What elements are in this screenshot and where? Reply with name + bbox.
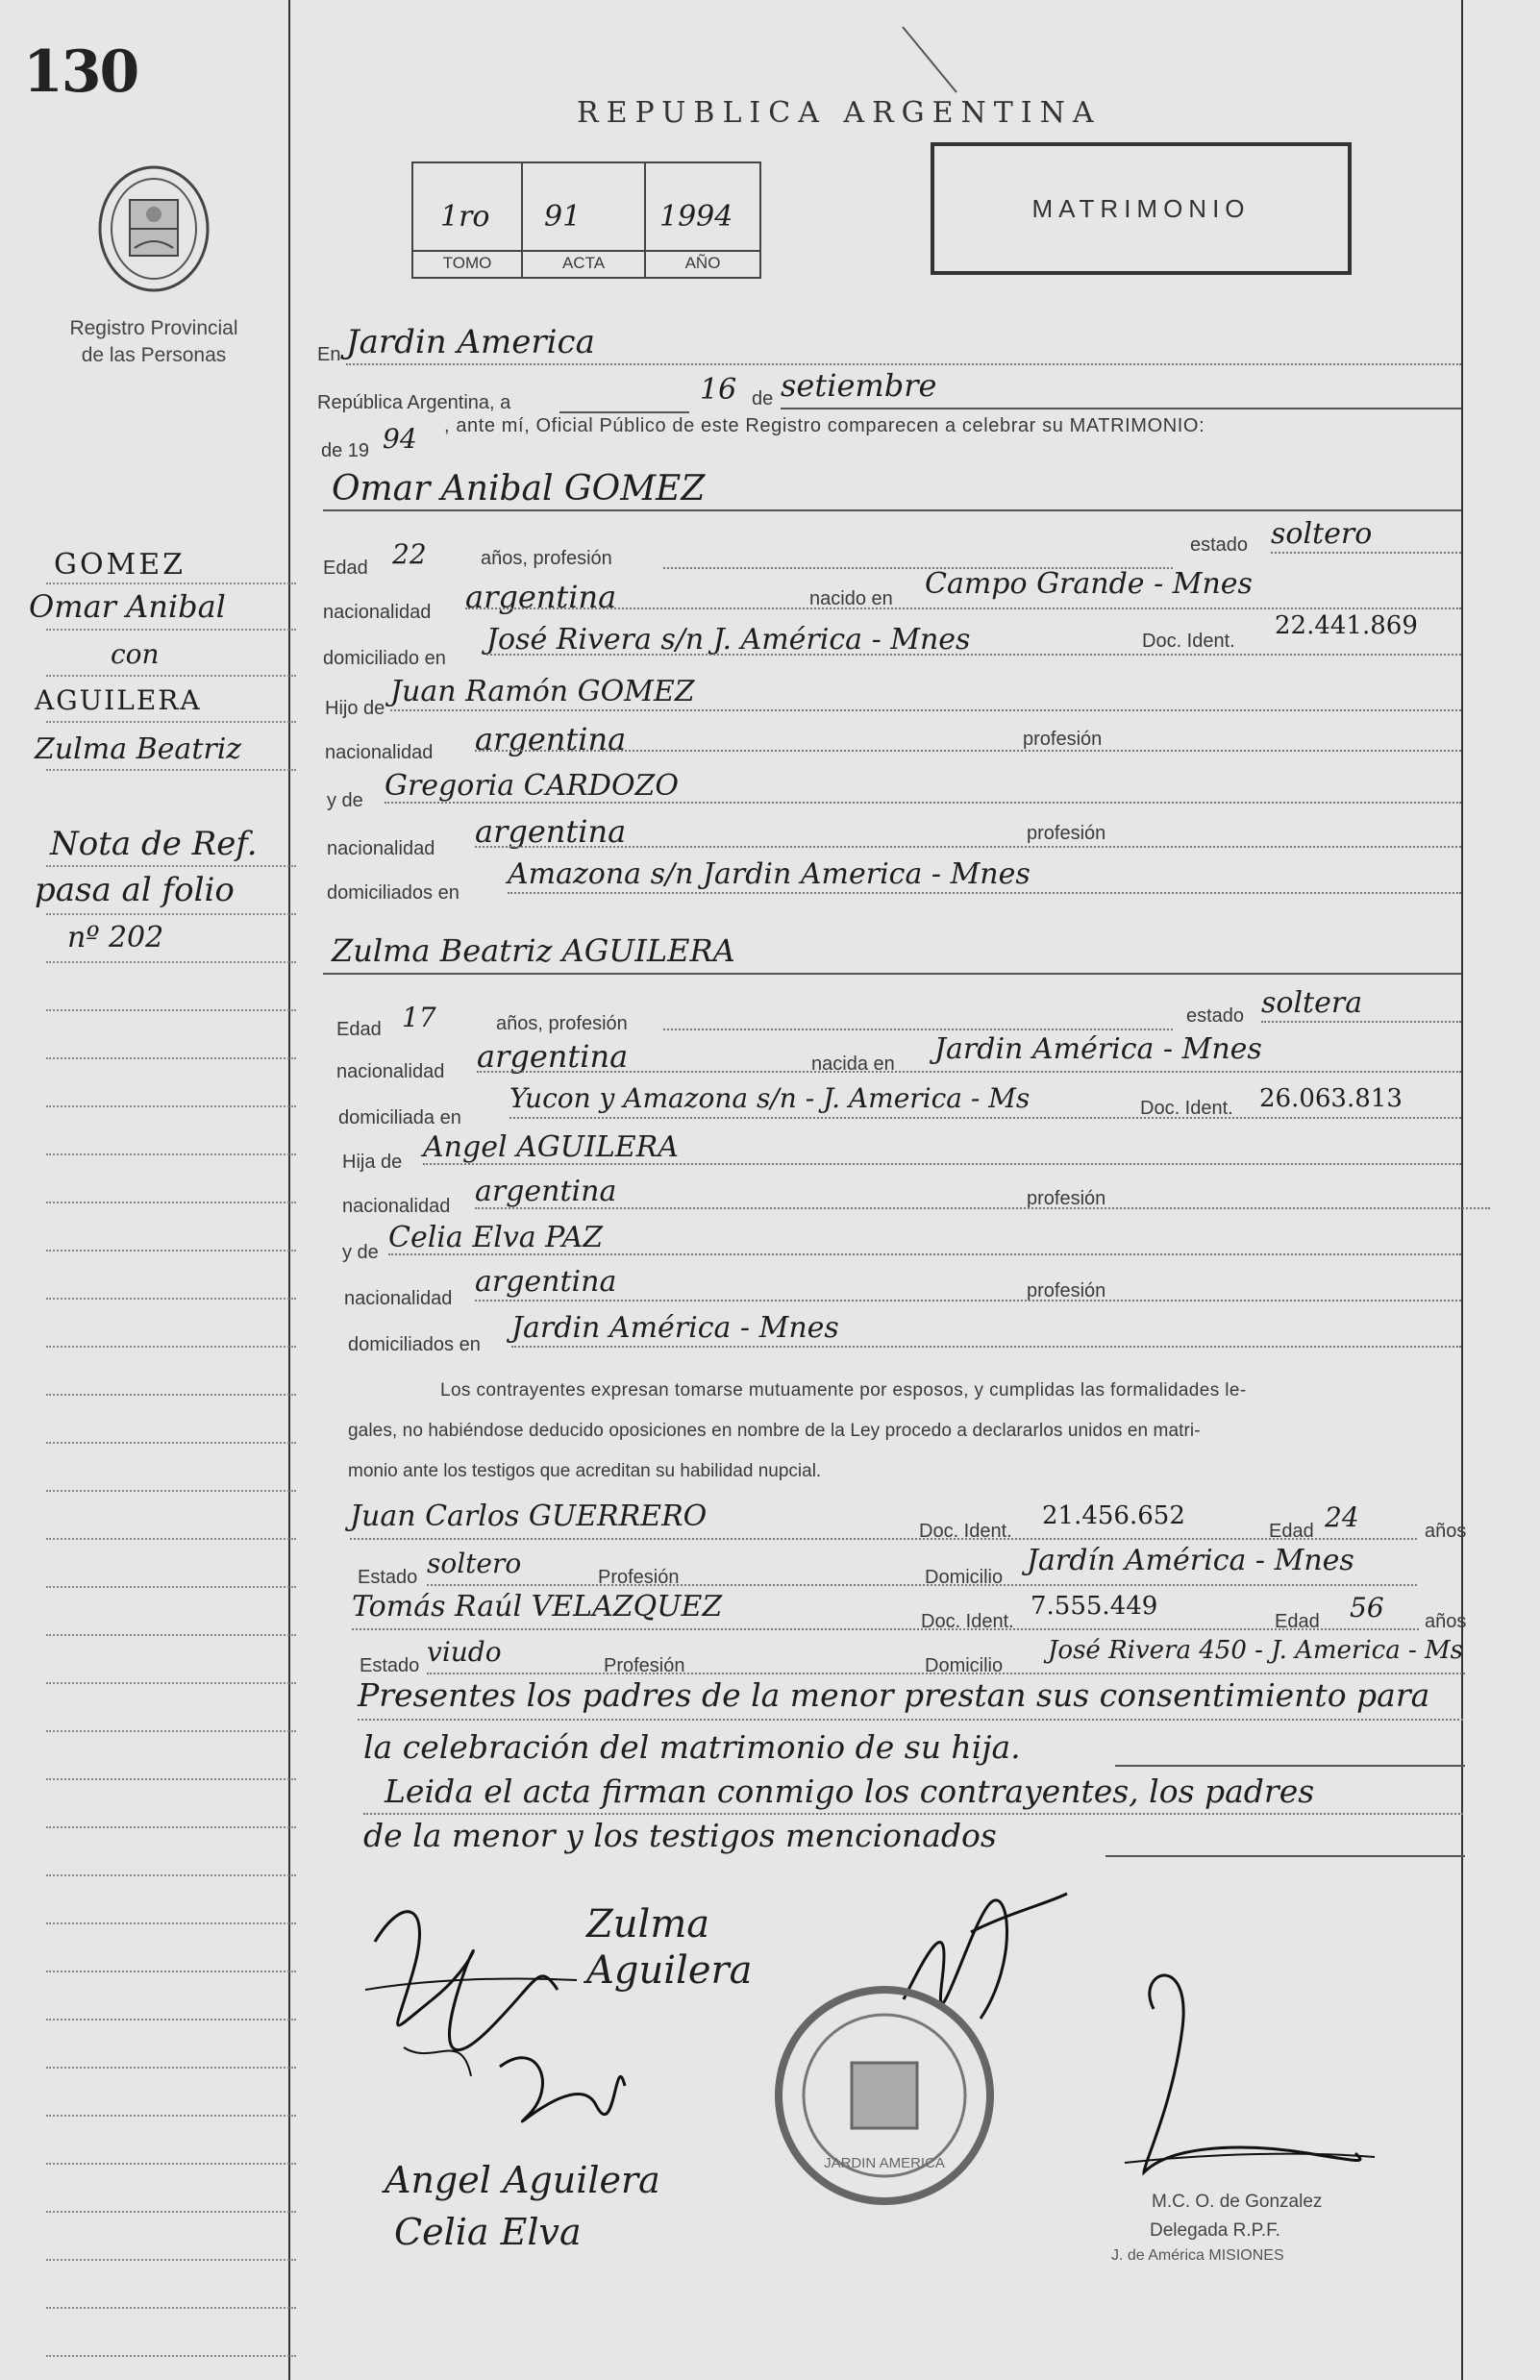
groom-domicilio: José Rivera s/n J. América - Mnes — [486, 623, 971, 657]
de-label: de — [752, 388, 774, 409]
official-signature — [1115, 1951, 1384, 2196]
margin-rule — [46, 1922, 296, 1924]
ref-note-line-3: nº 202 — [67, 921, 164, 954]
margin-rule — [46, 1346, 296, 1348]
official-line-1: M.C. O. de Gonzalez — [1152, 2192, 1323, 2212]
month: setiembre — [781, 367, 937, 404]
bride-domicilio: Yucon y Amazona s/n - J. America - Ms — [509, 1082, 1031, 1114]
year-label: de 19 — [321, 440, 370, 461]
groom-father-nac-line — [475, 750, 1461, 752]
witness-1-doc-label: Doc. Ident. — [919, 1521, 1012, 1542]
bride-hija-label: Hija de — [342, 1152, 403, 1173]
bride-father: Angel AGUILERA — [423, 1130, 679, 1164]
groom-hijo-label: Hijo de — [325, 698, 385, 719]
witness-2-anios-label: años — [1425, 1611, 1467, 1632]
bride-parents-dom: Jardin América - Mnes — [511, 1311, 839, 1345]
margin-rule — [46, 1730, 296, 1732]
margin-rule — [46, 629, 296, 631]
margin-rule — [46, 2211, 296, 2213]
note-line-4: de la menor y los testigos mencionados — [363, 1817, 997, 1854]
bride-mother: Celia Elva PAZ — [388, 1221, 604, 1254]
witness-1-line-2 — [427, 1584, 1417, 1586]
margin-note-con: con — [111, 638, 160, 670]
witness-2-edad-label: Edad — [1275, 1611, 1320, 1632]
margin-note-name-3: AGUILERA — [35, 684, 202, 716]
margin-rule — [46, 1394, 296, 1396]
note-line-2-rule — [1115, 1765, 1465, 1767]
ano-label: AÑO — [646, 250, 759, 273]
witness-2-line — [352, 1628, 1419, 1630]
groom-nac-line — [465, 607, 1461, 609]
tomo-value: 1ro — [440, 200, 490, 234]
en-label: En — [317, 344, 341, 365]
place: Jardin America — [346, 323, 595, 361]
bride-mother-nac-label: nacionalidad — [344, 1288, 453, 1309]
groom-name-line — [323, 509, 1461, 511]
groom-mother-line — [385, 802, 1461, 804]
groom-father-line — [390, 709, 1461, 711]
left-margin-rule — [288, 0, 290, 2380]
groom-nacido-label: nacido en — [809, 588, 893, 609]
bride-signature: Zulma Aguilera — [586, 1902, 753, 1993]
bride-estado-line — [1261, 1021, 1461, 1023]
margin-note-name-2: Omar Anibal — [29, 588, 226, 625]
parents-signature-1: Angel Aguilera — [385, 2159, 660, 2201]
margin-rule — [46, 1009, 296, 1011]
pen-mark — [899, 23, 966, 105]
witness-1-dom-label: Domicilio — [925, 1567, 1004, 1588]
witness-1-estado-label: Estado — [358, 1567, 418, 1588]
margin-rule — [46, 769, 296, 771]
note-line-2: la celebración del matrimonio de su hija. — [363, 1728, 1021, 1766]
groom-estado-line — [1271, 552, 1461, 554]
stamp-text: JARDIN AMERICA — [824, 2155, 945, 2171]
note-line-3: Leida el acta firman conmigo los contrayentes, los padres — [385, 1773, 1315, 1810]
note-line-1: Presentes los padres de la menor prestan sus consentimiento para — [358, 1676, 1430, 1714]
province-seal — [96, 161, 211, 296]
bride-father-nac-line — [475, 1207, 1490, 1209]
margin-rule — [46, 1538, 296, 1540]
groom-edad-label: Edad — [323, 558, 368, 579]
groom-estado: soltero — [1271, 517, 1373, 551]
parents-signature-2: Celia Elva — [394, 2211, 582, 2253]
groom-mother-nac-line — [475, 846, 1461, 848]
witness-1-name: Juan Carlos GUERRERO — [350, 1500, 708, 1533]
witness-2-domicilio: José Rivera 450 - J. America - Ms — [1048, 1636, 1464, 1665]
bride-estado-label: estado — [1186, 1005, 1245, 1027]
bride-edad: 17 — [402, 1002, 436, 1033]
place-line — [346, 363, 1461, 365]
groom-estado-label: estado — [1190, 534, 1249, 556]
bride-anios-label: años, profesión — [496, 1013, 628, 1034]
registry-line-2: de las Personas — [81, 344, 227, 366]
declaration: , ante mí, Oficial Público de este Registro comparecen a celebrar su MATRIMONIO: — [444, 415, 1205, 436]
groom-mother-nac: argentina — [475, 813, 627, 850]
bride-father-nac: argentina — [475, 1175, 617, 1208]
groom-dom-label: domiciliado en — [323, 648, 446, 669]
margin-rule — [46, 1682, 296, 1684]
margin-rule — [46, 721, 296, 723]
groom-parents-dom-label: domiciliados en — [327, 882, 460, 904]
margin-rule — [46, 2355, 296, 2357]
groom-father-prof-label: profesión — [1023, 729, 1103, 750]
margin-rule — [46, 1490, 296, 1492]
witness-1-prof-label: Profesión — [598, 1567, 680, 1588]
acta-label: ACTA — [523, 250, 644, 273]
note-line-4-rule — [1105, 1855, 1465, 1857]
bride-dom-label: domiciliada en — [338, 1107, 461, 1128]
witness-2-doc-label: Doc. Ident. — [921, 1611, 1014, 1632]
witness-2-dom-label: Domicilio — [925, 1655, 1004, 1676]
witness-2-doc: 7.555.449 — [1031, 1592, 1158, 1621]
bride-father-line — [423, 1163, 1461, 1165]
bride-dom-line — [509, 1117, 1461, 1119]
margin-rule — [46, 583, 296, 584]
margin-rule — [46, 1634, 296, 1636]
witness-1-edad-label: Edad — [1269, 1521, 1314, 1542]
tomo-label: TOMO — [413, 250, 521, 273]
groom-edad: 22 — [392, 538, 427, 570]
bride-parents-dom-line — [511, 1346, 1461, 1348]
statement-line-2: gales, no habiéndose deducido oposiciones en nombre de la Ley procedo a declararlos unidos en matri- — [348, 1421, 1201, 1441]
margin-rule — [46, 675, 296, 677]
groom-yde-label: y de — [327, 790, 363, 811]
groom-anios-label: años, profesión — [481, 548, 612, 569]
bride-mother-prof-label: profesión — [1027, 1280, 1106, 1302]
bride-doc-label: Doc. Ident. — [1140, 1098, 1233, 1119]
margin-rule — [46, 1250, 296, 1252]
margin-rule — [46, 1778, 296, 1780]
folio-number: 130 — [23, 38, 138, 106]
statement-line-1: Los contrayentes expresan tomarse mutuamente por esposos, y cumplidas las formalidades le- — [440, 1380, 1247, 1401]
ano-cell — [646, 163, 759, 277]
witness-1-doc: 21.456.652 — [1042, 1501, 1185, 1530]
country-title: REPUBLICA ARGENTINA — [577, 96, 1102, 130]
record-box — [411, 161, 761, 279]
margin-rule — [46, 1442, 296, 1444]
document-type: MATRIMONIO — [1031, 194, 1251, 223]
ano-value: 1994 — [659, 200, 733, 234]
month-line — [781, 408, 1461, 409]
margin-rule — [46, 2115, 296, 2117]
witness-1-domicilio: Jardín América - Mnes — [1027, 1544, 1354, 1577]
groom-nacido: Campo Grande - Mnes — [925, 567, 1253, 601]
margin-rule — [46, 865, 296, 867]
groom-father: Juan Ramón GOMEZ — [390, 675, 695, 708]
margin-rule — [46, 1826, 296, 1828]
bride-mother-nac: argentina — [475, 1265, 617, 1299]
margin-rule — [46, 1874, 296, 1876]
margin-rule — [46, 1586, 296, 1588]
margin-rule — [46, 2019, 296, 2021]
bride-nac-label: nacionalidad — [336, 1061, 445, 1082]
groom-mother-nac-label: nacionalidad — [327, 838, 435, 859]
bride-mother-line — [388, 1253, 1461, 1255]
groom-name: Omar Anibal GOMEZ — [332, 469, 706, 508]
day: 16 — [700, 373, 737, 407]
bride-edad-label: Edad — [336, 1019, 382, 1040]
registry-stamp — [769, 1980, 1000, 2211]
document-type-box — [931, 142, 1352, 275]
groom-nacionalidad: argentina — [465, 579, 617, 615]
registry-label — [38, 315, 269, 369]
groom-father-nac-label: nacionalidad — [325, 742, 434, 763]
bride-yde-label: y de — [342, 1242, 379, 1263]
margin-rule — [46, 1202, 296, 1203]
bride-father-prof-label: profesión — [1027, 1188, 1106, 1209]
bride-nac-line — [477, 1071, 1461, 1073]
statement-line-3: monio ante los testigos que acreditan su habilidad nupcial. — [348, 1461, 822, 1481]
groom-father-nac: argentina — [475, 721, 627, 757]
margin-rule — [46, 2163, 296, 2165]
father-signature — [481, 2028, 634, 2148]
witness-2-edad: 56 — [1350, 1592, 1384, 1624]
witness-2-name: Tomás Raúl VELAZQUEZ — [352, 1590, 723, 1624]
margin-rule — [46, 2259, 296, 2261]
note-line-1-rule — [358, 1719, 1463, 1721]
day-line — [559, 411, 689, 413]
bride-name-line — [323, 973, 1461, 975]
margin-rule — [46, 1298, 296, 1300]
margin-rule — [46, 913, 296, 915]
margin-note-name-1: GOMEZ — [54, 548, 186, 582]
margin-note-name-4: Zulma Beatriz — [35, 732, 242, 766]
bride-name: Zulma Beatriz AGUILERA — [332, 932, 735, 969]
groom-parents-dom-line — [508, 892, 1461, 894]
margin-rule — [46, 1105, 296, 1107]
bride-estado: soltera — [1261, 986, 1363, 1020]
margin-rule — [46, 2307, 296, 2309]
official-line-2: Delegada R.P.F. — [1150, 2220, 1280, 2241]
witness-1-anios-label: años — [1425, 1521, 1467, 1542]
bride-parents-dom-label: domiciliados en — [348, 1334, 481, 1355]
tomo-cell — [413, 163, 523, 277]
ref-note-line-2: pasa al folio — [35, 871, 235, 909]
groom-mother: Gregoria CARDOZO — [385, 769, 679, 803]
margin-rule — [46, 1153, 296, 1155]
groom-nac-label: nacionalidad — [323, 602, 432, 623]
margin-rule — [46, 1971, 296, 1972]
bride-nacida: Jardin América - Mnes — [934, 1032, 1262, 1066]
witness-1-edad: 24 — [1325, 1501, 1359, 1533]
groom-doc-label: Doc. Ident. — [1142, 631, 1235, 652]
groom-parents-dom: Amazona s/n Jardin America - Mnes — [508, 857, 1031, 891]
groom-mother-prof-label: profesión — [1027, 823, 1106, 844]
witness-2-estado: viudo — [427, 1636, 502, 1668]
witness-2-prof-label: Profesión — [604, 1655, 685, 1676]
bride-doc: 26.063.813 — [1259, 1084, 1403, 1113]
witness-2-estado-label: Estado — [360, 1655, 420, 1676]
groom-doc: 22.441.869 — [1275, 611, 1418, 640]
bride-father-nac-label: nacionalidad — [342, 1196, 451, 1217]
year: 94 — [383, 423, 417, 455]
acta-value: 91 — [544, 200, 582, 234]
bride-nacida-label: nacida en — [811, 1054, 895, 1075]
acta-cell — [523, 163, 646, 277]
rep-label: República Argentina, a — [317, 392, 511, 413]
witness-2-line-2 — [427, 1673, 1465, 1674]
witness-1-estado: soltero — [427, 1548, 522, 1579]
official-line-3: J. de América MISIONES — [1111, 2247, 1284, 2264]
margin-rule — [46, 961, 296, 963]
right-margin-rule — [1461, 0, 1463, 2380]
registry-line-1: Registro Provincial — [69, 317, 238, 339]
bride-profesion-line — [663, 1029, 1173, 1030]
witness-1-line — [350, 1538, 1417, 1540]
margin-rule — [46, 1057, 296, 1059]
bride-mother-nac-line — [475, 1300, 1461, 1302]
groom-dom-line — [486, 654, 1461, 656]
bride-nacionalidad: argentina — [477, 1038, 629, 1075]
note-line-3-rule — [363, 1813, 1463, 1815]
margin-rule — [46, 2067, 296, 2069]
ref-note-line-1: Nota de Ref. — [50, 825, 258, 863]
